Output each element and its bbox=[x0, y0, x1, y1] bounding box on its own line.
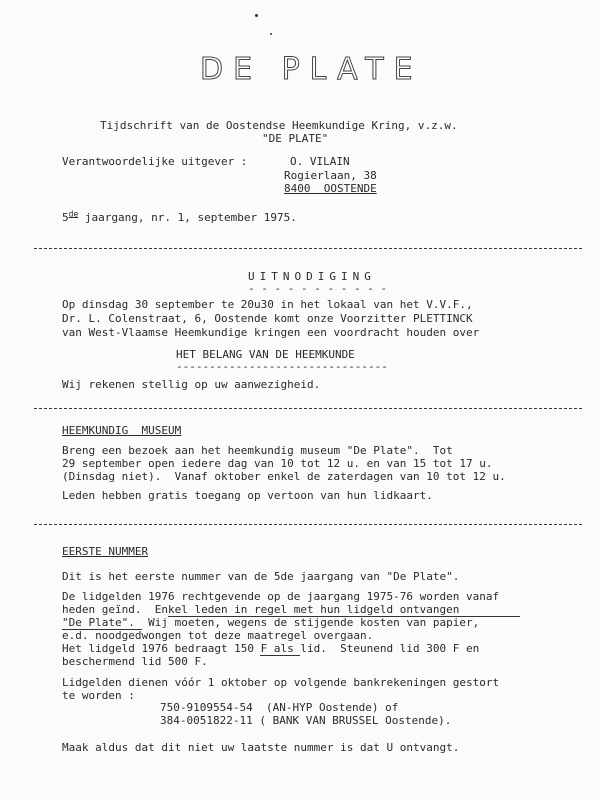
scan-speck bbox=[270, 33, 272, 35]
scan-speck bbox=[255, 14, 258, 17]
issue-ordinal-suffix: de bbox=[68, 209, 79, 219]
section-divider bbox=[34, 408, 582, 409]
museum-note: Leden hebben gratis toegang op vertoon van hun lidkaart. bbox=[62, 489, 433, 502]
bank-intro: te worden : bbox=[62, 689, 135, 702]
eerste-line: "De Plate". Wij moeten, wegens de stijgende kosten van papier, bbox=[62, 616, 480, 629]
eerste-line: De lidgelden 1976 rechtgevende op de jaargang 1975-76 worden vanaf bbox=[62, 590, 500, 603]
uitnodiging-topic-underline: -------------------------------- bbox=[176, 360, 388, 373]
publisher-label: Verantwoordelijke uitgever : bbox=[62, 155, 248, 168]
eerste-line: Het lidgeld 1976 bedraagt 150 F als lid. Steunend lid 300 F en bbox=[62, 642, 480, 655]
eerste-closing: Maak aldus dat dit niet uw laatste nummer is dat U ontvangt. bbox=[62, 741, 460, 754]
museum-line: Breng een bezoek aan het heemkundig museum "De Plate". Tot bbox=[62, 444, 453, 457]
uitnodiging-line: van West-Vlaamse Heemkundige kringen een voordracht houden over bbox=[62, 326, 480, 339]
publisher-city: 8400 OOSTENDE bbox=[284, 182, 377, 195]
issue-line bbox=[62, 211, 297, 224]
museum-heading: HEEMKUNDIG MUSEUM bbox=[62, 424, 182, 437]
section-divider bbox=[34, 524, 582, 525]
uitnodiging-heading-underline: - - - - - - - - - - - bbox=[248, 282, 388, 295]
museum-line: 29 september open iedere dag van 10 tot 12 u. en van 15 tot 17 u. bbox=[62, 457, 493, 470]
eerste-line: e.d. noodgedwongen tot deze maatregel overgaan. bbox=[62, 629, 374, 642]
masthead-title: DE PLATE bbox=[200, 52, 423, 87]
uitnodiging-topic: HET BELANG VAN DE HEEMKUNDE bbox=[176, 348, 355, 361]
eerste-line: heden geïnd. Enkel leden in regel met hun lidgeld ontvangen bbox=[62, 603, 460, 616]
publisher-name: O. VILAIN bbox=[290, 155, 350, 168]
bank-account: 750-9109554-54 (AN-HYP Oostende) of bbox=[160, 701, 399, 714]
eerste-intro: Dit is het eerste nummer van de 5de jaargang van "De Plate". bbox=[62, 570, 460, 583]
publisher-street: Rogierlaan, 38 bbox=[284, 169, 377, 182]
uitnodiging-closing: Wij rekenen stellig op uw aanwezigheid. bbox=[62, 378, 321, 391]
bank-account: 384-0051822-11 ( BANK VAN BRUSSEL Oostende). bbox=[160, 714, 452, 727]
eerste-line: beschermend lid 500 F. bbox=[62, 655, 208, 668]
museum-line: (Dinsdag niet). Vanaf oktober enkel de zaterdagen van 10 tot 12 u. bbox=[62, 470, 506, 483]
uitnodiging-line: Op dinsdag 30 september te 20u30 in het lokaal van het V.V.F., bbox=[62, 298, 473, 311]
amount-underline bbox=[260, 655, 300, 656]
eerste-heading: EERSTE NUMMER bbox=[62, 545, 149, 558]
bank-intro: Lidgelden dienen vóór 1 oktober op volgende bankrekeningen gestort bbox=[62, 676, 500, 689]
issue-number: 5 bbox=[62, 211, 69, 224]
uitnodiging-line: Dr. L. Colenstraat, 6, Oostende komt onze Voorzitter PLETTINCK bbox=[62, 312, 473, 325]
masthead-subtitle: Tijdschrift van de Oostendse Heemkundige Kring, v.z.w. bbox=[100, 119, 458, 132]
uitnodiging-heading: UITNODIGING bbox=[248, 270, 376, 283]
masthead-subtitle-name: "DE PLATE" bbox=[262, 132, 329, 145]
issue-text: jaargang, nr. 1, september 1975. bbox=[78, 211, 297, 224]
section-divider bbox=[34, 248, 582, 249]
